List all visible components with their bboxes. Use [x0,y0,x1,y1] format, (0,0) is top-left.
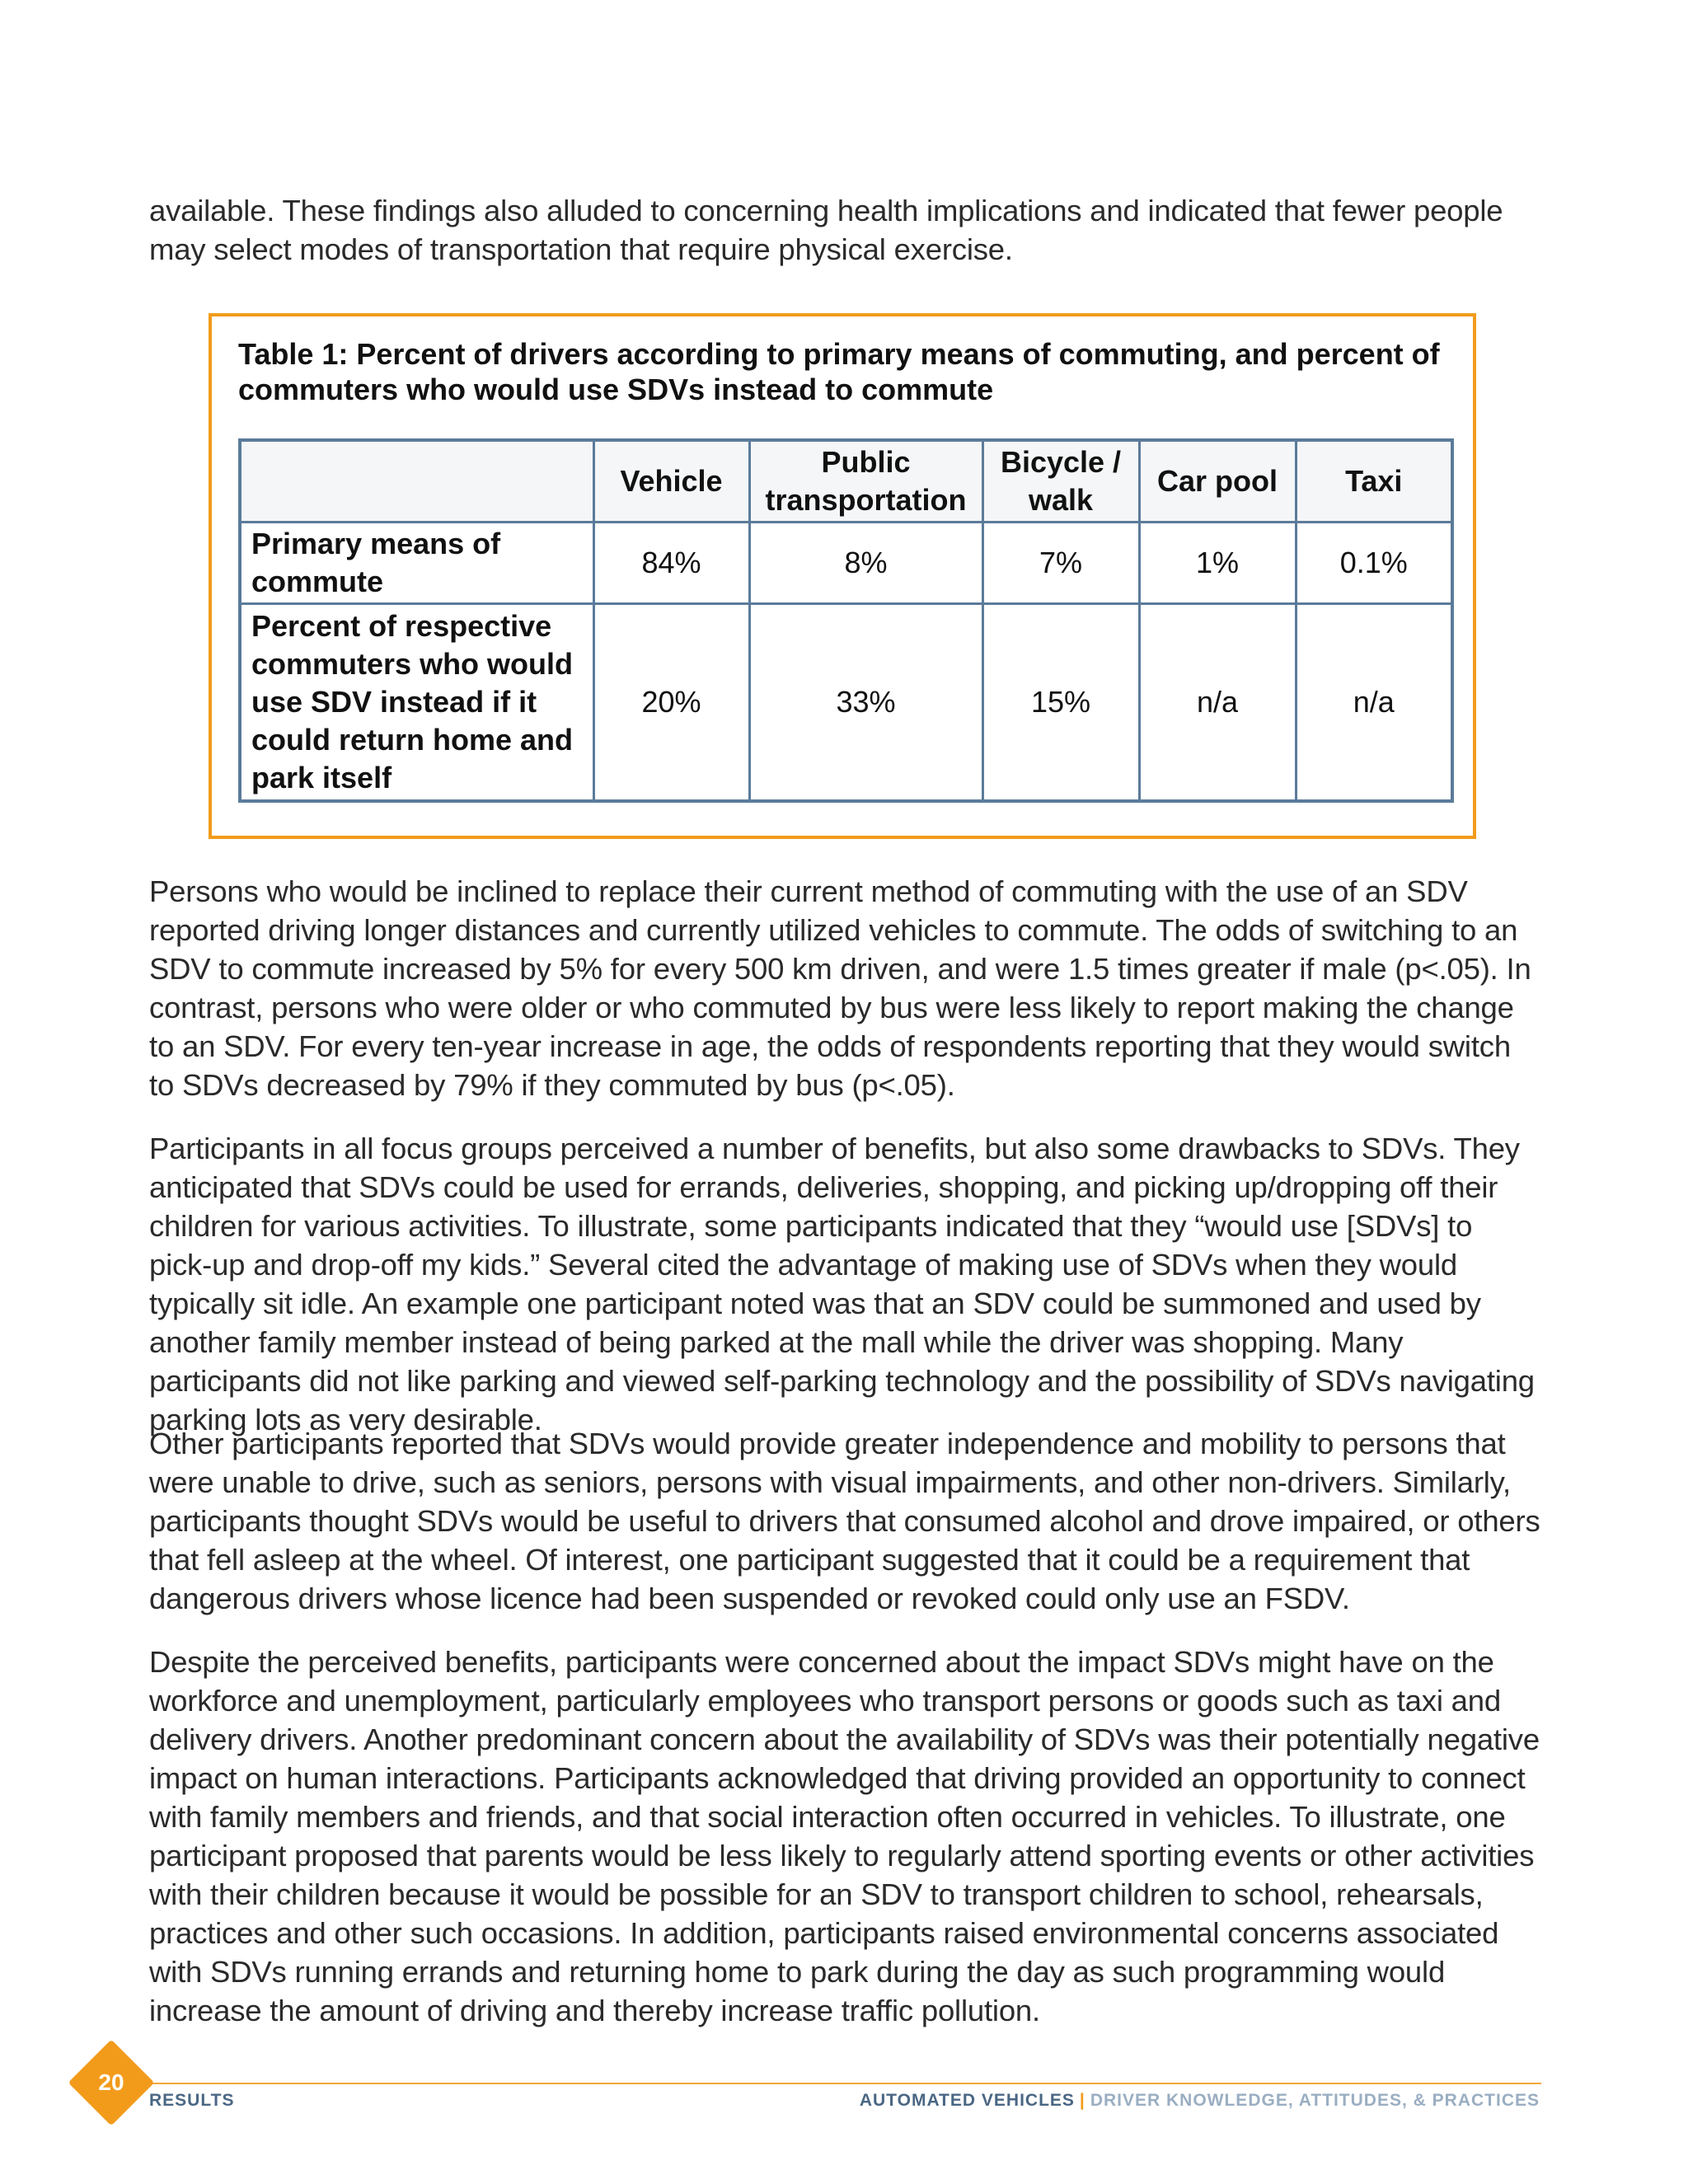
body-paragraph: Participants in all focus groups perceived a number of benefits, but also some drawbacks to SDVs. They anticipated that SDVs could be used for errands, deliveries, shopping, and picking up/dropping off their children for various activities. To illustrate, some participants indicated that they “would use [SDVs] to pick-up and drop-off my kids.” Several cited the advantage of making use of SDVs when they would typically sit idle. An example one participant noted was that an SDV could be summoned and used by another family member instead of being parked at the mall while the driver was shopping. Many participants did not like parking and viewed self-parking technology and the possibility of SDVs navigating parking lots as very desirable. [149,1132,1535,1436]
table-cell: n/a [1296,604,1452,802]
table-cell: 8% [749,523,982,604]
footer-divider [124,2083,1541,2084]
table-row [240,523,1452,604]
body-paragraph: Despite the perceived benefits, participants were concerned about the impact SDVs might have on the workforce and unemployment, particularly employees who transport persons or goods such as taxi and delivery drivers. Another predominant concern about the availability of SDVs was their potentially negative impact on human interactions. Participants acknowledged that driving provided an opportunity to connect with family members and friends, and that social interaction often occurred in vehicles. To illustrate, one participant proposed that parents would be less likely to regularly attend sporting events or other activities with their children because it would be possible for an SDV to transport children to school, rehearsals, practices and other such occasions. In addition, participants raised environmental concerns associated with SDVs running errands and returning home to park during the day as such programming would increase the amount of driving and thereby increase traffic pollution. [149,1645,1540,2027]
table-header-row [240,440,1452,523]
table-corner-cell [240,440,593,523]
table-cell: 1% [1139,523,1296,604]
column-header: Public transportation [749,440,982,523]
footer-separator: | [1079,2091,1085,2110]
column-header: Vehicle [593,440,749,523]
table-cell: 0.1% [1296,523,1452,604]
table-cell: 84% [593,523,749,604]
table-cell: 33% [749,604,982,802]
table-caption: Table 1: Percent of drivers according to primary means of commuting, and percent of commuters who would use SDVs instead to commute [238,337,1440,406]
row-header: Primary means of commute [240,523,593,604]
footer-subtitle: DRIVER KNOWLEDGE, ATTITUDES, & PRACTICES [1090,2091,1540,2110]
body-paragraph: Other participants reported that SDVs would provide greater independence and mobility to persons that were unable to drive, such as seniors, persons with visual impairments, and other non-drivers. Similarly, participants thought SDVs would be useful to drivers that consumed alcohol and drove impaired, or others that fell asleep at the wheel. Of interest, one participant suggested that it could be a requirement that dangerous drivers whose licence had been suspended or revoked could only use an FSDV. [149,1427,1540,1615]
intro-paragraph: available. These findings also alluded to concerning health implications and indicated that fewer people may select modes of transportation that require physical exercise. [149,194,1503,266]
table-cell: 20% [593,604,749,802]
column-header: Taxi [1296,440,1452,523]
footer-section-label: RESULTS [149,2091,235,2110]
table-cell: n/a [1139,604,1296,802]
table-cell: 7% [982,523,1139,604]
footer-running-title [860,2091,1540,2111]
column-header: Car pool [1139,440,1296,523]
table-row [240,604,1452,802]
footer-publication: AUTOMATED VEHICLES [859,2091,1075,2110]
page-number: 20 [98,2069,124,2095]
body-paragraph: Persons who would be inclined to replace their current method of commuting with the use of an SDV reported driving longer distances and currently utilized vehicles to commute. The odds of switching to an SDV to commute increased by 5% for every 500 km driven, and were 1.5 times greater if male (p<.05). In contrast, persons who were older or who commuted by bus were less likely to report making the change to an SDV. For every ten-year increase in age, the odds of respondents reporting that they would switch to SDVs decreased by 79% if they commuted by bus (p<.05). [149,874,1531,1102]
row-header: Percent of respective commuters who would use SDV instead if it could return home and park itself [240,604,593,802]
commute-table [238,438,1454,803]
table-cell: 15% [982,604,1139,802]
column-header: Bicycle / walk [982,440,1139,523]
table-callout [209,313,1476,839]
